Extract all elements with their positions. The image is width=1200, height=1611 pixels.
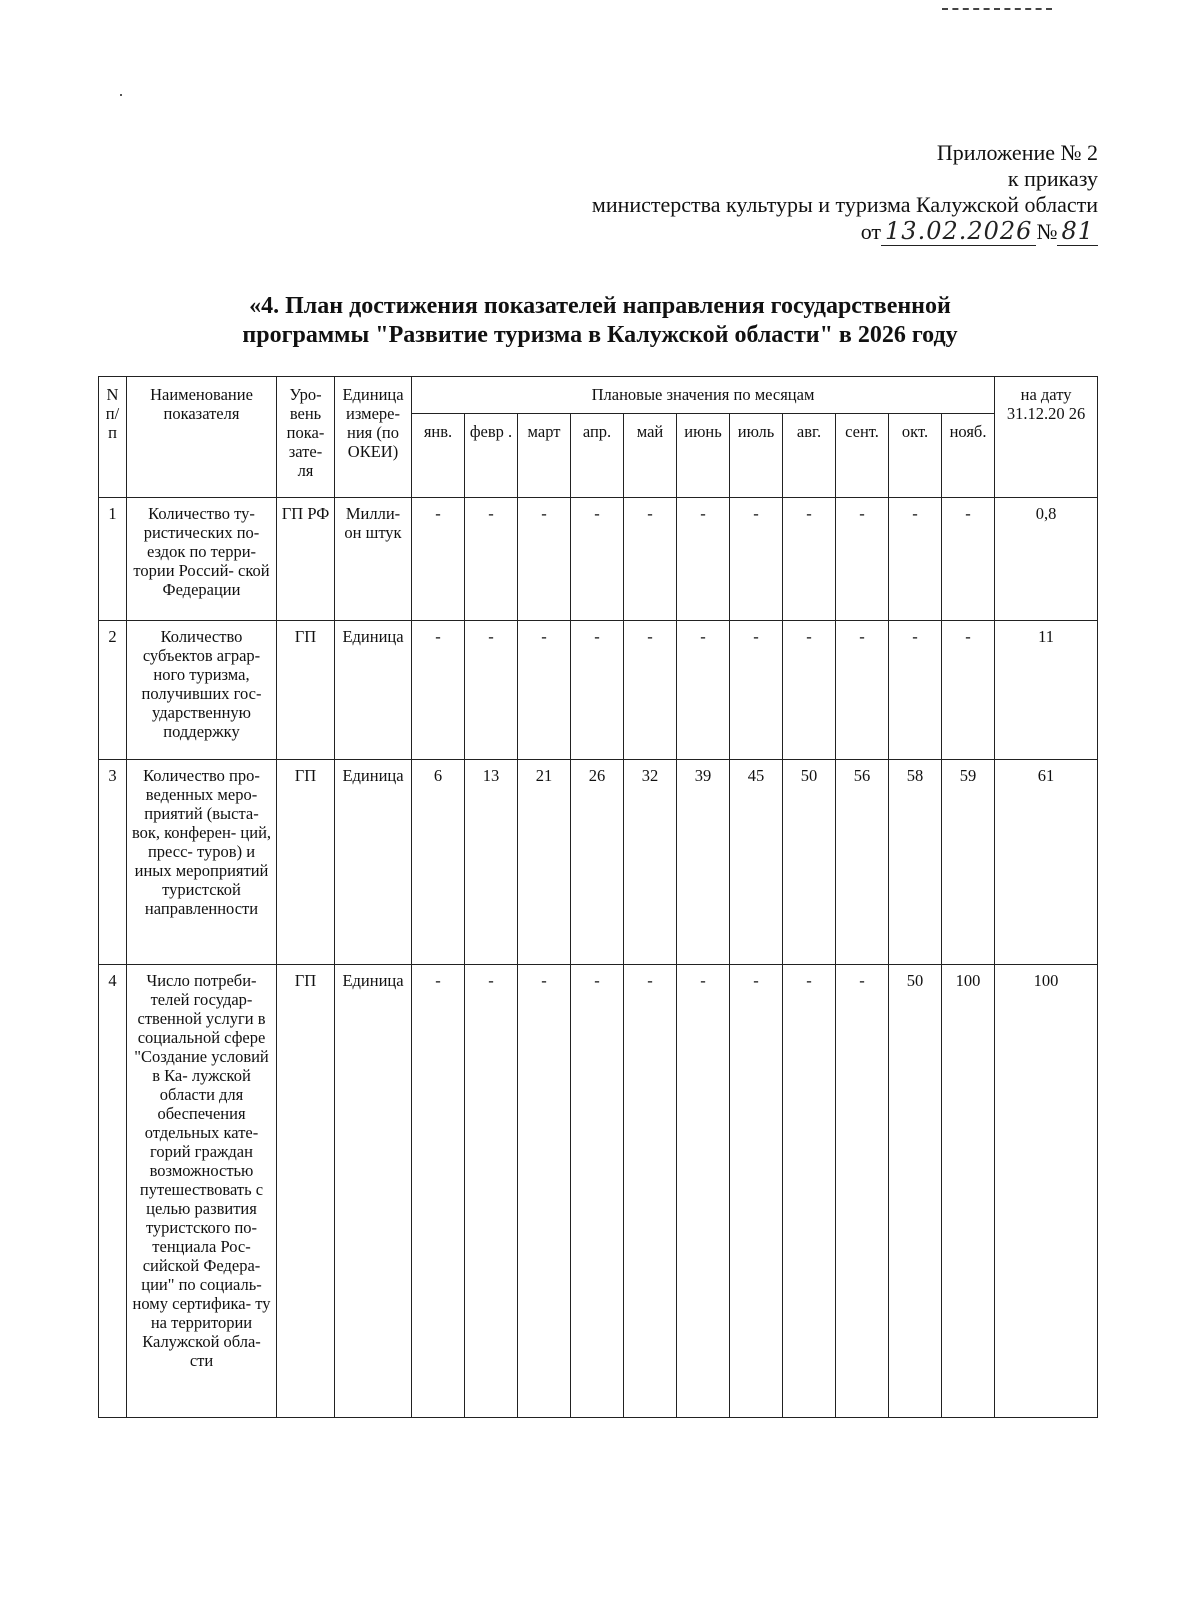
header-final: на дату 31.12.20 26 <box>995 377 1098 498</box>
month-value: - <box>889 498 942 621</box>
indicator-unit: Милли- он штук <box>335 498 412 621</box>
handwritten-date: 13.02.2026 <box>881 217 1036 246</box>
header-month: май <box>624 414 677 498</box>
indicator-level: ГП <box>277 760 335 965</box>
indicator-name: Количество ту- ристических по- ездок по терри- тории Россий- ской Федерации <box>127 498 277 621</box>
scan-speck <box>120 94 122 96</box>
header-month: авг. <box>783 414 836 498</box>
header-month: нояб. <box>942 414 995 498</box>
handwritten-number: 81 <box>1057 217 1098 246</box>
indicator-unit: Единица <box>335 965 412 1418</box>
month-value: - <box>730 621 783 760</box>
indicators-plan-table <box>98 376 1098 1418</box>
title-line-2: программы "Развитие туризма в Калужской области" в 2026 году <box>242 322 958 348</box>
month-value: 6 <box>412 760 465 965</box>
month-value: - <box>412 965 465 1418</box>
month-value: - <box>942 498 995 621</box>
row-number: 4 <box>99 965 127 1418</box>
month-value: - <box>465 498 518 621</box>
month-value: 13 <box>465 760 518 965</box>
final-value: 100 <box>995 965 1098 1418</box>
month-value: - <box>518 498 571 621</box>
document-title <box>150 292 1050 350</box>
month-value: 39 <box>677 760 730 965</box>
month-value: - <box>624 498 677 621</box>
month-value: - <box>836 498 889 621</box>
month-value: 50 <box>783 760 836 965</box>
indicator-unit: Единица <box>335 760 412 965</box>
month-value: - <box>677 965 730 1418</box>
month-value: - <box>836 965 889 1418</box>
month-value: - <box>889 621 942 760</box>
row-number: 3 <box>99 760 127 965</box>
indicator-level: ГП <box>277 965 335 1418</box>
header-month: окт. <box>889 414 942 498</box>
indicator-name: Количество про- веденных меро- приятий (выста- вок, конферен- ций, пресс- туров) и иных мероприятий туристской направленности <box>127 760 277 965</box>
row-number: 1 <box>99 498 127 621</box>
month-value: 32 <box>624 760 677 965</box>
table-row <box>99 965 1098 1418</box>
table-row <box>99 498 1098 621</box>
title-line-1: «4. План достижения показателей направления государственной <box>249 293 951 319</box>
indicator-level: ГП <box>277 621 335 760</box>
month-value: - <box>624 621 677 760</box>
header-unit: Единица измере- ния (по ОКЕИ) <box>335 377 412 498</box>
indicator-unit: Единица <box>335 621 412 760</box>
month-value: - <box>571 498 624 621</box>
header-level: Уро- вень пока- зате- ля <box>277 377 335 498</box>
header-num: N п/ п <box>99 377 127 498</box>
number-prefix: № <box>1036 219 1058 244</box>
month-value: - <box>783 965 836 1418</box>
final-value: 61 <box>995 760 1098 965</box>
month-value: - <box>571 621 624 760</box>
month-value: - <box>412 621 465 760</box>
approval-block <box>592 140 1098 245</box>
month-value: - <box>783 498 836 621</box>
order-date-number <box>592 218 1098 245</box>
header-row-top <box>99 377 1098 414</box>
header-month: март <box>518 414 571 498</box>
month-value: - <box>465 621 518 760</box>
month-value: - <box>571 965 624 1418</box>
month-value: - <box>942 621 995 760</box>
month-value: - <box>518 621 571 760</box>
month-value: 59 <box>942 760 995 965</box>
final-value: 11 <box>995 621 1098 760</box>
indicator-level: ГП РФ <box>277 498 335 621</box>
month-value: 58 <box>889 760 942 965</box>
header-month: апр. <box>571 414 624 498</box>
month-value: - <box>730 498 783 621</box>
table-row <box>99 621 1098 760</box>
header-month: февр . <box>465 414 518 498</box>
month-value: 21 <box>518 760 571 965</box>
month-value: - <box>836 621 889 760</box>
indicator-name: Количество субъектов аграр- ного туризма, получивших гос- ударственную поддержку <box>127 621 277 760</box>
order-label: к приказу <box>1007 166 1098 191</box>
month-value: - <box>677 621 730 760</box>
month-value: - <box>518 965 571 1418</box>
month-value: 50 <box>889 965 942 1418</box>
month-value: 26 <box>571 760 624 965</box>
top-margin-mark <box>942 8 1052 10</box>
ministry-label: министерства культуры и туризма Калужской области <box>591 192 1098 217</box>
header-name: Наименование показателя <box>127 377 277 498</box>
month-value: 45 <box>730 760 783 965</box>
table-row <box>99 760 1098 965</box>
month-value: - <box>465 965 518 1418</box>
appendix-label: Приложение № 2 <box>936 140 1098 165</box>
header-month: янв. <box>412 414 465 498</box>
month-value: - <box>730 965 783 1418</box>
date-prefix: от <box>860 219 882 244</box>
header-month: сент. <box>836 414 889 498</box>
month-value: - <box>412 498 465 621</box>
month-value: 56 <box>836 760 889 965</box>
month-value: - <box>624 965 677 1418</box>
indicator-name: Число потреби- телей государ- ственной услуги в социальной сфере "Создание условий в Ка- лужской области для обеспечения отдельных кате- горий граждан возможностью путешествовать с целью развития туристского по- тенциала Рос- сийской Федера- ции" по социаль- ному сертифика- ту на территории Калужской обла- сти <box>127 965 277 1418</box>
final-value: 0,8 <box>995 498 1098 621</box>
header-month: июль <box>730 414 783 498</box>
header-monthly: Плановые значения по месяцам <box>412 377 995 414</box>
month-value: - <box>783 621 836 760</box>
month-value: 100 <box>942 965 995 1418</box>
header-month: июнь <box>677 414 730 498</box>
row-number: 2 <box>99 621 127 760</box>
month-value: - <box>677 498 730 621</box>
